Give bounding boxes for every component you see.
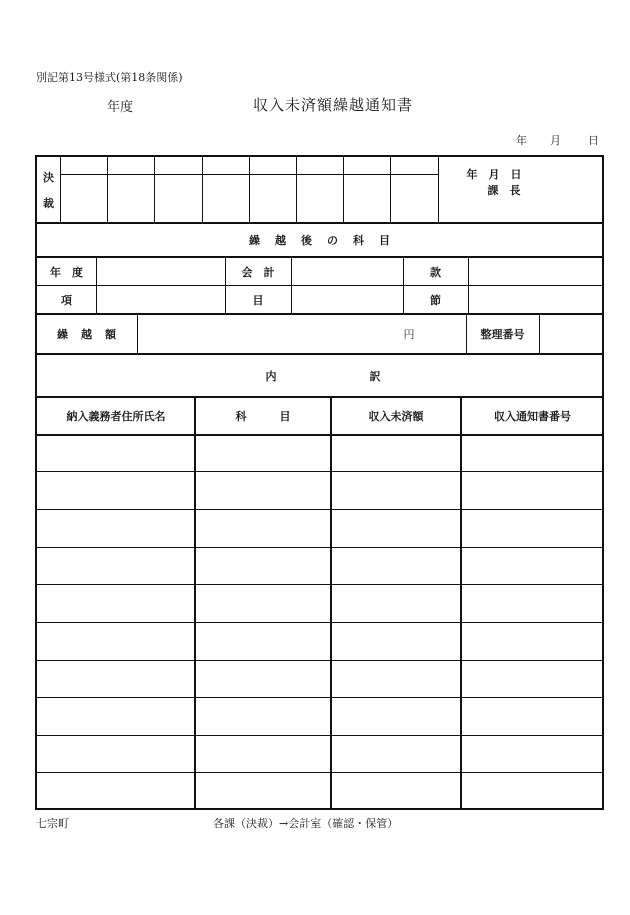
- stamp-divider-6: [343, 157, 344, 223]
- col-divider-e: [468, 256, 469, 313]
- town-name: 七宗町: [36, 817, 69, 830]
- table-row-line: [37, 547, 604, 548]
- stamp-divider-3: [202, 157, 203, 223]
- amount-label-divider: [137, 313, 138, 353]
- reference-number-divider: [539, 313, 540, 353]
- date-year: 年: [516, 134, 527, 147]
- col-divider-c: [291, 256, 292, 313]
- col-header-payer: 納入義務者住所氏名: [66, 410, 166, 423]
- notice-form: [35, 155, 604, 810]
- section-chief-label: 課 長: [487, 184, 521, 197]
- table-row-line: [37, 471, 604, 472]
- item-field-label: 項: [61, 293, 72, 307]
- fiscal-year-label: 年度: [107, 100, 134, 115]
- table-row-line: [37, 735, 604, 736]
- breakdown-title-2: 訳: [369, 369, 381, 383]
- fiscal-year-field-label: 年 度: [50, 265, 83, 279]
- row-divider-1: [37, 285, 604, 286]
- stamp-divider-1: [107, 157, 108, 223]
- breakdown-header-bottom: [37, 434, 604, 436]
- carryover-subject-heading: 繰 越 後 の 科 目: [249, 234, 392, 247]
- row-divider-3: [37, 353, 604, 355]
- reference-number-label: 整理番号: [480, 328, 525, 341]
- table-row-line: [37, 772, 604, 773]
- date-month: 月: [550, 134, 561, 147]
- breakdown-col-divider-3: [460, 396, 462, 810]
- section-field-label: 款: [430, 265, 441, 279]
- approval-label-divider: [60, 157, 61, 223]
- table-row-line: [37, 584, 604, 585]
- stamp-divider-2: [154, 157, 155, 223]
- yen-unit: 円: [403, 328, 415, 341]
- document-title: 収入未済額繰越通知書: [253, 96, 414, 114]
- table-row-line: [37, 697, 604, 698]
- heading-bottom-line: [37, 256, 604, 258]
- table-row-line: [37, 509, 604, 510]
- routing-note: 各課（決裁）→会計室（確認・保管）: [213, 817, 399, 830]
- col-divider-d: [403, 256, 404, 313]
- account-field-label: 会 計: [241, 265, 275, 279]
- col-header-unpaid-amount: 収入未済額: [368, 410, 424, 423]
- stamp-divider-4: [249, 157, 250, 223]
- breakdown-title-1: 内: [265, 369, 277, 383]
- table-row-line: [37, 660, 604, 661]
- stamp-divider-5: [296, 157, 297, 223]
- date-day: 日: [588, 134, 599, 147]
- carryover-amount-label: 繰 越 額: [57, 328, 117, 341]
- breakdown-col-divider-1: [194, 396, 196, 810]
- form-reference: 別記第13号様式(第18条関係): [36, 71, 183, 84]
- col-divider-b: [225, 256, 226, 313]
- stamp-divider-7: [390, 157, 391, 223]
- clause-field-label: 節: [430, 293, 441, 307]
- breakdown-col-divider-2: [330, 396, 332, 810]
- approval-label-2: 裁: [43, 197, 54, 210]
- col-header-subject: 科 目: [235, 410, 291, 423]
- approval-label-1: 決: [43, 171, 54, 184]
- col-header-notice-number: 収入通知書番号: [494, 410, 571, 423]
- col-divider-a: [96, 256, 97, 313]
- approval-date: 年 月 日: [466, 168, 522, 181]
- table-row-line: [37, 622, 604, 623]
- subitem-field-label: 目: [252, 293, 264, 307]
